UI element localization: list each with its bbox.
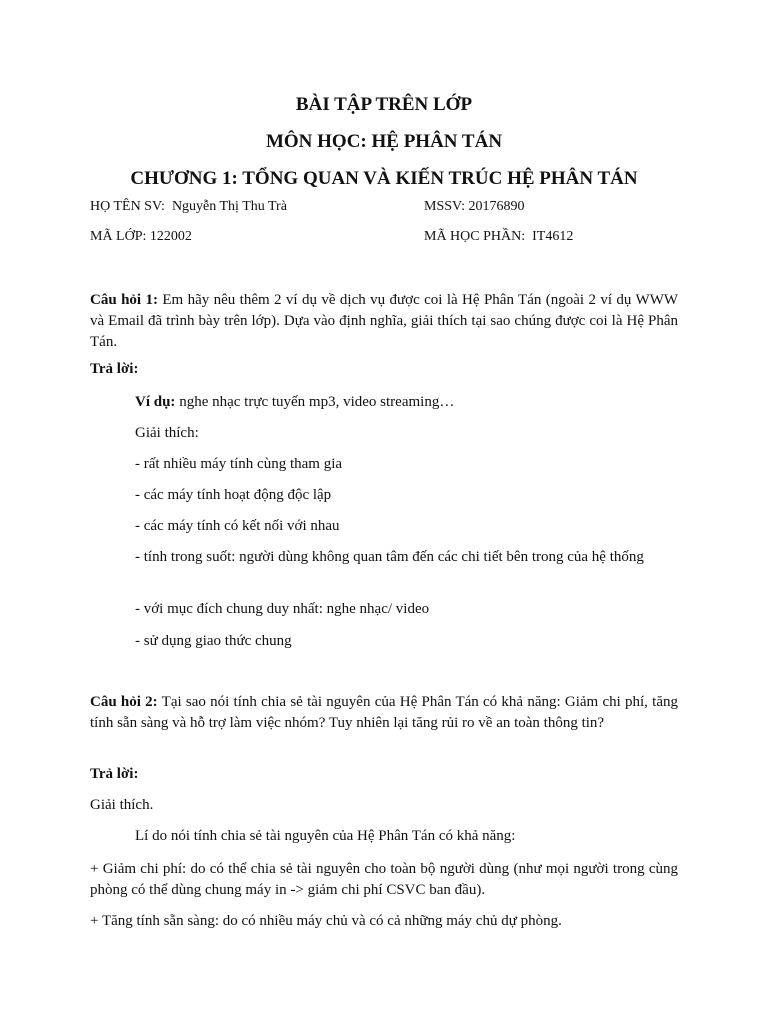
example-text: nghe nhạc trực tuyến mp3, video streaming… bbox=[179, 394, 455, 410]
reason-point-2: + Tăng tính sẵn sàng: do có nhiều máy chủ và có cả những máy chủ dự phòng. bbox=[90, 913, 562, 929]
explain-2: Giải thích. bbox=[90, 797, 154, 813]
question-2 bbox=[90, 692, 678, 734]
student-name-row bbox=[90, 199, 287, 215]
explain-1-label: Giải thích: bbox=[135, 425, 199, 441]
point-3: - các máy tính có kết nối với nhau bbox=[135, 518, 340, 534]
question-2-text: Tại sao nói tính chia sẻ tài nguyên của Hệ Phân Tán có khả năng: Giảm chi phí, tăng tính sẵn sàng và hỗ trợ làm việc nhóm? Tuy nhiên lại tăng rủi ro về an toàn thông tin? bbox=[90, 694, 678, 731]
course-code-label: MÃ HỌC PHẦN: bbox=[424, 229, 526, 244]
point-1: - rất nhiều máy tính cùng tham gia bbox=[135, 456, 343, 472]
answer-1-label: Trả lời: bbox=[90, 361, 139, 377]
student-name-value: Nguyễn Thị Thu Trà bbox=[171, 199, 287, 214]
question-1-text: Em hãy nêu thêm 2 ví dụ về dịch vụ được coi là Hệ Phân Tán (ngoài 2 ví dụ WWW và Email đã trình bày trên lớp). Dựa vào định nghĩa, giải thích tại sao chúng được coi là Hệ Phân Tán. bbox=[90, 292, 679, 350]
class-code-row bbox=[90, 229, 192, 245]
class-code-label: MÃ LỚP: bbox=[90, 229, 147, 244]
course-code-value: IT4612 bbox=[532, 229, 574, 244]
student-id-label: MSSV: bbox=[424, 199, 465, 214]
title-subject: MÔN HỌC: HỆ PHÂN TÁN bbox=[265, 131, 503, 152]
point-5: - với mục đích chung duy nhất: nghe nhạc/ video bbox=[135, 601, 430, 617]
reason-intro: Lí do nói tính chia sẻ tài nguyên của Hệ Phân Tán có khả năng: bbox=[135, 828, 516, 844]
title-exercise: BÀI TẬP TRÊN LỚP bbox=[295, 94, 473, 115]
title-chapter: CHƯƠNG 1: TỔNG QUAN VÀ KIẾN TRÚC HỆ PHÂN TÁN bbox=[130, 168, 638, 189]
student-id-value: 20176890 bbox=[468, 199, 525, 214]
example-label: Ví dụ: bbox=[135, 394, 176, 410]
point-4: - tính trong suốt: người dùng không quan tâm đến các chi tiết bên trong của hệ thống bbox=[135, 549, 644, 565]
question-1-label: Câu hỏi 1: bbox=[90, 292, 158, 308]
course-code-row bbox=[424, 229, 573, 245]
answer-2-label: Trả lời: bbox=[90, 766, 139, 782]
reason-point-1: + Giảm chi phí: do có thể chia sẻ tài nguyên cho toàn bộ người dùng (như mọi người trong cùng phòng có thể dùng chung máy in -> giảm chi phí CSVC ban đầu). bbox=[90, 861, 678, 898]
example-1 bbox=[135, 394, 454, 411]
question-2-label: Câu hỏi 2: bbox=[90, 694, 158, 710]
question-1 bbox=[90, 290, 678, 353]
class-code-value: 122002 bbox=[149, 229, 192, 244]
student-id-row bbox=[424, 199, 524, 215]
point-2: - các máy tính hoạt động độc lập bbox=[135, 487, 332, 503]
student-name-label: HỌ TÊN SV: bbox=[90, 199, 165, 214]
point-6: - sử dụng giao thức chung bbox=[135, 633, 292, 649]
